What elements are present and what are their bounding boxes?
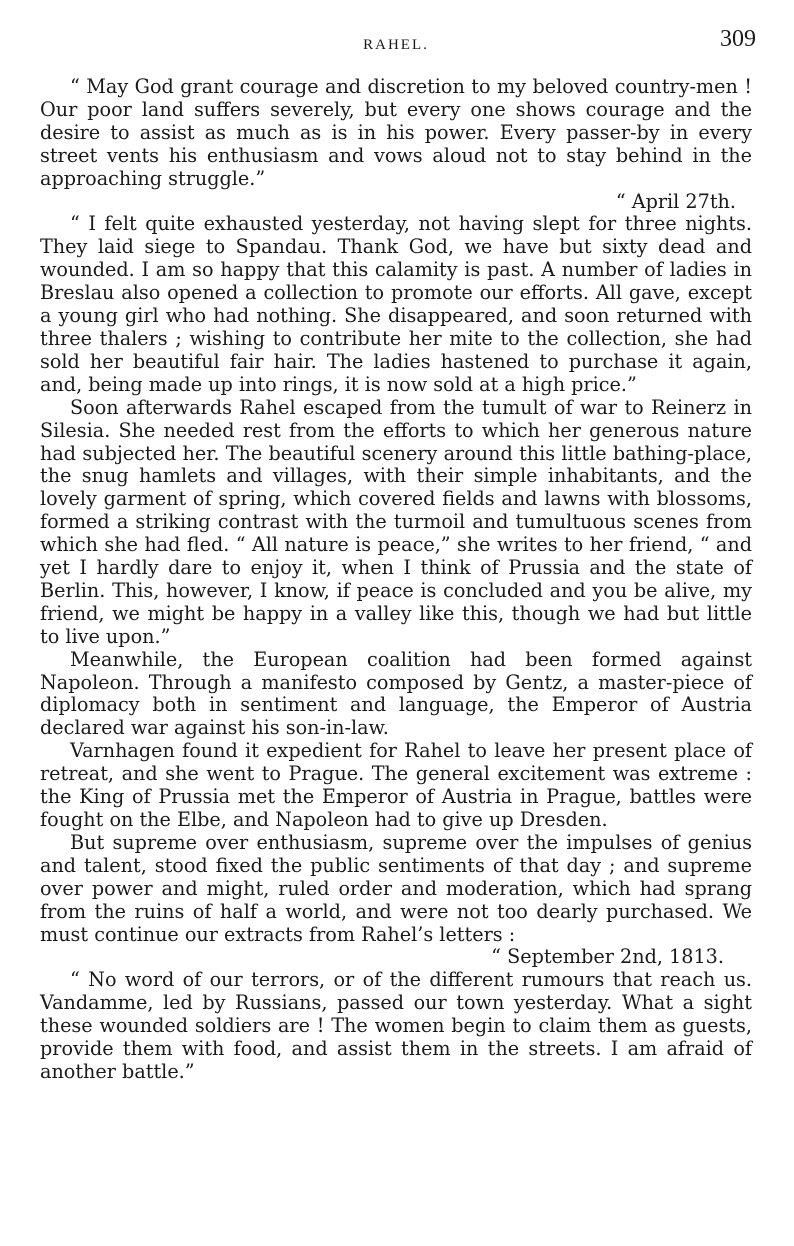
page-number: 309: [720, 26, 756, 52]
running-title: RAHEL.: [363, 37, 429, 53]
book-page: [40, 26, 756, 1084]
paragraph-prague: Varnhagen found it expedient for Rahel to leave her present place of retreat, and she went to Prague. The general excitement was extreme : the King of Prussia met the Emperor of Austria in Prague, battles were fought on the Elbe, and Napoleon had to give up Dresden.: [40, 739, 752, 831]
paragraph-letter-september: “ No word of our terrors, or of the different rumours that reach us. Vandamme, led by Russians, passed our town yesterday. What a sight these wounded soldiers are ! The women begin to claim them as guests, provide them with food, and assist them in the streets. I am afraid of another battle.”: [40, 968, 752, 1083]
running-head: [40, 26, 756, 76]
dateline-april: “ April 27th.: [615, 189, 736, 213]
text-body: [40, 76, 752, 1084]
dateline-september: “ September 2nd, 1813.: [491, 945, 724, 969]
paragraph-letter-opening: “ May God grant courage and discretion to my beloved country-men ! Our poor land suffers severely, but every one shows courage and the desire to assist as much as is in his power. Every passer-by in every street vents his enthusiasm and vows aloud not to stay behind in the approaching struggle.”: [40, 75, 752, 190]
paragraph-supreme: But supreme over enthusiasm, supreme over the impulses of genius and talent, stood fixed the public sentiments of that day ; and supreme over power and might, ruled order and moderation, which had sprang from the ruins of half a world, and were not too dearly purchased. We must continue our extracts from Rahel’s letters :: [40, 830, 752, 946]
paragraph-letter-april: “ I felt quite exhausted yesterday, not having slept for three nights. They laid siege to Spandau. Thank God, we have but sixty dead and wounded. I am so happy that this calamity is past. A number of ladies in Breslau also opened a collection to promote our efforts. All gave, except a young girl who had nothing. She disappeared, and soon returned with three thalers ; wishing to contribute her mite to the collection, she had sold her beautiful fair hair. The ladies hastened to purchase it again, and, being made up into rings, it is now sold at a high price.”: [40, 212, 752, 396]
paragraph-coalition: Meanwhile, the European coalition had been formed against Napoleon. Through a manifesto composed by Gentz, a master-piece of diplomacy both in sentiment and language, the Emperor of Austria declared war against his son-in-law.: [40, 647, 752, 740]
paragraph-reinerz: Soon afterwards Rahel escaped from the tumult of war to Reinerz in Silesia. She needed rest from the efforts to which her generous nature had subjected her. The beautiful scenery around this little bathing-place, the snug hamlets and villages, with their simple inhabitants, and the lovely garment of spring, which covered fields and lawns with blossoms, formed a striking contrast with the turmoil and tumultuous scenes from which she had fled. “ All nature is peace,” she writes to her friend, “ and yet I hardly dare to enjoy it, when I think of Prussia and the state of Berlin. This, however, I know, if peace is concluded and you be alive, my friend, we might be happy in a valley like this, though we had but little to live upon.”: [40, 395, 752, 648]
